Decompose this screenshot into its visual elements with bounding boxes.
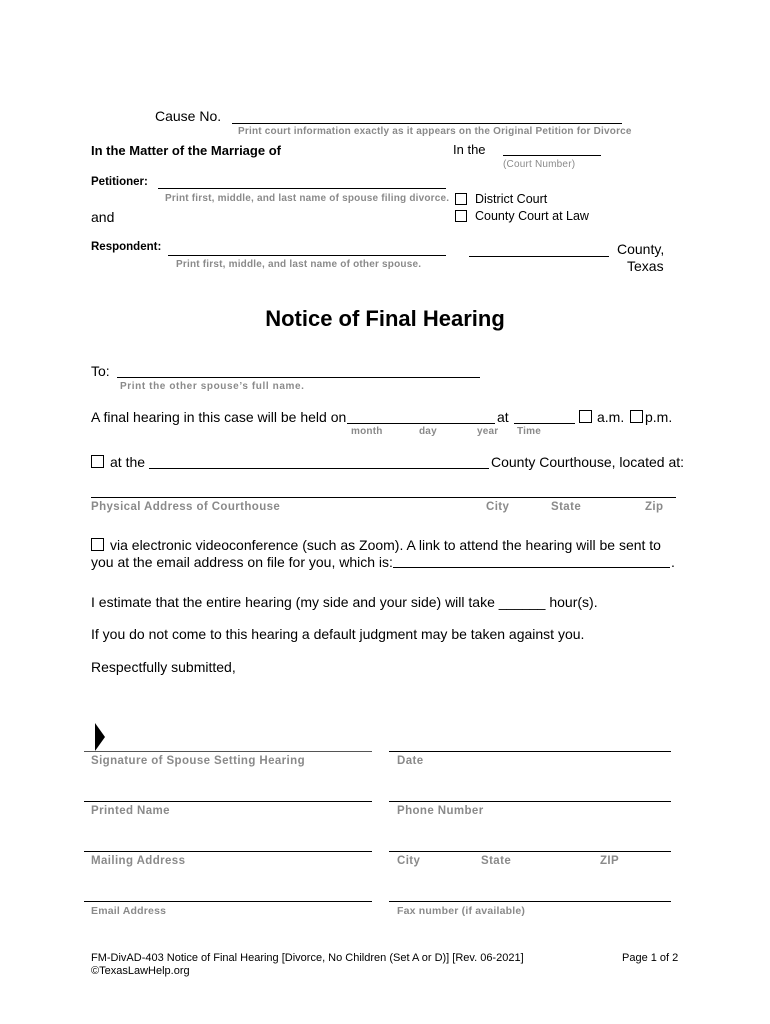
printed-name-field[interactable] bbox=[84, 801, 372, 802]
petitioner-label: Petitioner: bbox=[91, 176, 148, 188]
zip-label: ZIP bbox=[600, 855, 620, 867]
mailing-address-field[interactable] bbox=[84, 851, 372, 852]
city-label: City bbox=[397, 855, 421, 867]
hearing-time-field[interactable] bbox=[514, 423, 575, 424]
other-spouse-name-field[interactable] bbox=[117, 377, 480, 378]
video-period: . bbox=[671, 554, 675, 570]
in-the-label: In the bbox=[453, 142, 486, 157]
county-court-label: County Court at Law bbox=[475, 209, 589, 223]
email-address-field[interactable] bbox=[84, 901, 372, 902]
county-name-field[interactable] bbox=[469, 256, 609, 257]
respondent-name-field[interactable] bbox=[168, 255, 446, 256]
copyright: ©TexasLawHelp.org bbox=[91, 965, 190, 977]
city-hint: City bbox=[486, 501, 510, 513]
am-checkbox[interactable] bbox=[579, 410, 592, 423]
at-label: at bbox=[497, 409, 509, 425]
fax-number-label: Fax number (if available) bbox=[397, 905, 526, 917]
page-title: Notice of Final Hearing bbox=[265, 306, 505, 331]
courthouse-text: County Courthouse, located at: bbox=[491, 454, 685, 470]
matter-title: In the Matter of the Marriage of bbox=[91, 143, 281, 158]
date-field[interactable] bbox=[389, 751, 671, 752]
time-hint: Time bbox=[517, 426, 541, 437]
date-label: Date bbox=[397, 755, 424, 767]
page-number: Page 1 of 2 bbox=[622, 952, 679, 964]
phone-label: Phone Number bbox=[397, 805, 484, 817]
at-the-label: at the bbox=[110, 454, 146, 470]
district-court-checkbox[interactable] bbox=[455, 193, 467, 205]
phone-field[interactable] bbox=[389, 801, 671, 802]
court-number-field[interactable] bbox=[503, 155, 601, 156]
county-label: County, bbox=[617, 241, 665, 257]
signature-field[interactable] bbox=[84, 751, 372, 752]
month-hint: month bbox=[351, 426, 383, 437]
pm-label: p.m. bbox=[645, 409, 673, 425]
video-line-1: via electronic videoconference (such as Zoom). A link to attend the hearing will be sent to bbox=[110, 537, 661, 553]
fax-number-field[interactable] bbox=[389, 901, 671, 902]
sign-here-arrow-icon bbox=[93, 722, 107, 752]
form-id: FM-DivAD-403 Notice of Final Hearing [Divorce, No Children (Set A or D)] [Rev. 06-2021] bbox=[91, 952, 524, 964]
state-label: State bbox=[481, 855, 512, 867]
courthouse-county-field[interactable] bbox=[149, 468, 489, 469]
respondent-label: Respondent: bbox=[91, 241, 162, 253]
county-court-checkbox[interactable] bbox=[455, 210, 467, 222]
pm-checkbox[interactable] bbox=[630, 410, 643, 423]
video-line-2: you at the email address on file for you, which is: bbox=[91, 554, 393, 570]
default-judgment-text: If you do not come to this hearing a default judgment may be taken against you. bbox=[91, 626, 585, 642]
mailing-address-label: Mailing Address bbox=[91, 855, 186, 867]
cause-number-label: Cause No. bbox=[155, 108, 222, 124]
court-number-hint: (Court Number) bbox=[503, 159, 576, 170]
petitioner-hint: Print first, middle, and last name of spouse filing divorce. bbox=[165, 193, 450, 204]
respondent-hint: Print first, middle, and last name of other spouse. bbox=[176, 259, 422, 270]
signature-label: Signature of Spouse Setting Hearing bbox=[91, 755, 305, 767]
estimate-text: I estimate that the entire hearing (my side and your side) will take ______ hour(s). bbox=[91, 594, 598, 610]
videoconference-checkbox[interactable] bbox=[91, 538, 104, 551]
courthouse-address-field[interactable] bbox=[91, 497, 676, 498]
am-label: a.m. bbox=[597, 409, 625, 425]
year-hint: year bbox=[477, 426, 499, 437]
day-hint: day bbox=[419, 426, 437, 437]
cause-number-field[interactable] bbox=[232, 123, 622, 124]
to-label: To: bbox=[91, 363, 110, 379]
printed-name-label: Printed Name bbox=[91, 805, 170, 817]
address-hint: Physical Address of Courthouse bbox=[91, 501, 281, 513]
courthouse-checkbox[interactable] bbox=[91, 455, 104, 468]
respectfully-submitted: Respectfully submitted, bbox=[91, 659, 236, 675]
hearing-date-field[interactable] bbox=[347, 423, 495, 424]
cause-number-hint: Print court information exactly as it appears on the Original Petition for Divorce bbox=[238, 126, 632, 137]
email-on-file-field[interactable] bbox=[393, 567, 670, 568]
texas-label: Texas bbox=[627, 258, 664, 274]
hearing-text: A final hearing in this case will be held on bbox=[91, 409, 347, 425]
and-label: and bbox=[91, 209, 115, 225]
petitioner-name-field[interactable] bbox=[158, 188, 446, 189]
state-hint: State bbox=[551, 501, 582, 513]
to-hint: Print the other spouse’s full name. bbox=[120, 381, 305, 392]
email-address-label: Email Address bbox=[91, 905, 167, 917]
city-state-zip-field[interactable] bbox=[389, 851, 671, 852]
zip-hint: Zip bbox=[645, 501, 664, 513]
district-court-label: District Court bbox=[475, 192, 548, 206]
